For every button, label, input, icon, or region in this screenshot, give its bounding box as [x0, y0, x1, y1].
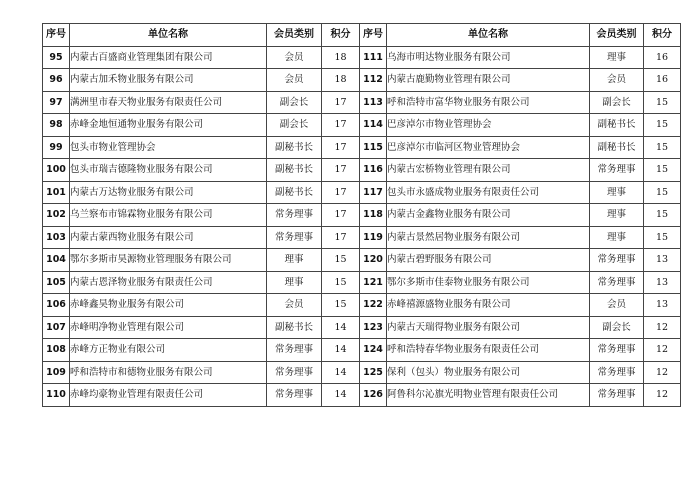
header-seq: 序号 — [43, 24, 70, 47]
score-cell: 16 — [644, 46, 681, 69]
score-cell: 15 — [322, 294, 360, 317]
member-type-cell: 理事 — [267, 249, 322, 272]
member-type-cell: 会员 — [590, 294, 644, 317]
seq-cell: 112 — [360, 69, 387, 92]
score-cell: 17 — [322, 181, 360, 204]
table-row — [43, 114, 681, 137]
table-row — [43, 46, 681, 69]
member-type-cell: 副秘书长 — [267, 181, 322, 204]
table-row — [43, 294, 681, 317]
unit-name-cell: 巴彦淖尔市物业管理协会 — [387, 114, 590, 137]
header-score: 积分 — [644, 24, 681, 47]
unit-name-cell: 呼和浩特市富华物业服务有限公司 — [387, 91, 590, 114]
member-type-cell: 常务理事 — [590, 339, 644, 362]
score-cell: 17 — [322, 91, 360, 114]
score-cell: 15 — [644, 159, 681, 182]
member-type-cell: 副秘书长 — [267, 316, 322, 339]
member-type-cell: 副会长 — [590, 316, 644, 339]
unit-name-cell: 内蒙古天瑞得物业服务有限公司 — [387, 316, 590, 339]
table-row — [43, 159, 681, 182]
table-row — [43, 181, 681, 204]
seq-cell: 100 — [43, 159, 70, 182]
member-type-cell: 常务理事 — [590, 249, 644, 272]
score-cell: 17 — [322, 159, 360, 182]
seq-cell: 109 — [43, 361, 70, 384]
seq-cell: 117 — [360, 181, 387, 204]
member-type-cell: 常务理事 — [267, 384, 322, 407]
seq-cell: 95 — [43, 46, 70, 69]
score-cell: 17 — [322, 204, 360, 227]
unit-name-cell: 内蒙古百盛商业管理集团有限公司 — [70, 46, 267, 69]
score-cell: 12 — [644, 361, 681, 384]
unit-name-cell: 包头市永盛成物业服务有限责任公司 — [387, 181, 590, 204]
unit-name-cell: 鄂尔多斯市佳泰物业服务有限公司 — [387, 271, 590, 294]
member-type-cell: 会员 — [267, 46, 322, 69]
member-type-cell: 常务理事 — [590, 271, 644, 294]
seq-cell: 113 — [360, 91, 387, 114]
seq-cell: 119 — [360, 226, 387, 249]
member-type-cell: 副秘书长 — [267, 136, 322, 159]
score-cell: 17 — [322, 136, 360, 159]
seq-cell: 105 — [43, 271, 70, 294]
table-row — [43, 384, 681, 407]
member-type-cell: 副秘书长 — [590, 136, 644, 159]
unit-name-cell: 内蒙古蒙西物业服务有限公司 — [70, 226, 267, 249]
score-cell: 13 — [644, 294, 681, 317]
score-cell: 15 — [322, 271, 360, 294]
seq-cell: 122 — [360, 294, 387, 317]
seq-cell: 123 — [360, 316, 387, 339]
unit-name-cell: 赤峰方正物业有限公司 — [70, 339, 267, 362]
unit-name-cell: 内蒙古碧野服务有限公司 — [387, 249, 590, 272]
header-seq: 序号 — [360, 24, 387, 47]
member-type-cell: 理事 — [590, 181, 644, 204]
seq-cell: 97 — [43, 91, 70, 114]
unit-name-cell: 乌海市明达物业服务有限公司 — [387, 46, 590, 69]
score-cell: 13 — [644, 271, 681, 294]
table-row — [43, 339, 681, 362]
header-unit-name: 单位名称 — [387, 24, 590, 47]
unit-name-cell: 呼和浩特市和德物业服务有限公司 — [70, 361, 267, 384]
score-cell: 15 — [644, 136, 681, 159]
table-row — [43, 204, 681, 227]
score-cell: 18 — [322, 69, 360, 92]
member-type-cell: 理事 — [267, 271, 322, 294]
seq-cell: 110 — [43, 384, 70, 407]
score-cell: 13 — [644, 249, 681, 272]
unit-name-cell: 赤峰禧源盛物业服务有限公司 — [387, 294, 590, 317]
unit-name-cell: 内蒙古景然居物业服务有限公司 — [387, 226, 590, 249]
seq-cell: 106 — [43, 294, 70, 317]
table-row — [43, 69, 681, 92]
score-cell: 15 — [322, 249, 360, 272]
seq-cell: 108 — [43, 339, 70, 362]
member-type-cell: 会员 — [267, 294, 322, 317]
unit-name-cell: 赤峰均豪物业管理有限责任公司 — [70, 384, 267, 407]
header-member-type: 会员类别 — [590, 24, 644, 47]
seq-cell: 125 — [360, 361, 387, 384]
member-type-cell: 常务理事 — [590, 361, 644, 384]
seq-cell: 99 — [43, 136, 70, 159]
member-type-cell: 副秘书长 — [590, 114, 644, 137]
unit-name-cell: 内蒙古万达物业服务有限公司 — [70, 181, 267, 204]
seq-cell: 102 — [43, 204, 70, 227]
table-row — [43, 249, 681, 272]
member-type-cell: 常务理事 — [590, 384, 644, 407]
member-type-cell: 常务理事 — [590, 159, 644, 182]
score-cell: 12 — [644, 339, 681, 362]
member-type-cell: 会员 — [590, 69, 644, 92]
member-type-cell: 理事 — [590, 226, 644, 249]
member-type-cell: 副秘书长 — [267, 159, 322, 182]
seq-cell: 107 — [43, 316, 70, 339]
unit-name-cell: 内蒙古宏桥物业管理有限公司 — [387, 159, 590, 182]
seq-cell: 98 — [43, 114, 70, 137]
unit-name-cell: 内蒙古鹿勤物业管理有限公司 — [387, 69, 590, 92]
unit-name-cell: 巴彦淖尔市临河区物业管理协会 — [387, 136, 590, 159]
member-type-cell: 常务理事 — [267, 361, 322, 384]
unit-name-cell: 呼和浩特春华物业服务有限责任公司 — [387, 339, 590, 362]
unit-name-cell: 满洲里市春天物业服务有限责任公司 — [70, 91, 267, 114]
unit-name-cell: 保利（包头）物业服务有限公司 — [387, 361, 590, 384]
unit-name-cell: 包头市瑞吉德隆物业服务有限公司 — [70, 159, 267, 182]
unit-name-cell: 鄂尔多斯市昊源物业管理服务有限公司 — [70, 249, 267, 272]
member-type-cell: 理事 — [590, 46, 644, 69]
score-cell: 14 — [322, 316, 360, 339]
seq-cell: 101 — [43, 181, 70, 204]
seq-cell: 111 — [360, 46, 387, 69]
table-row — [43, 91, 681, 114]
unit-name-cell: 阿鲁科尔沁旗光明物业管理有限责任公司 — [387, 384, 590, 407]
member-type-cell: 副会长 — [267, 114, 322, 137]
unit-name-cell: 内蒙古加禾物业服务有限公司 — [70, 69, 267, 92]
seq-cell: 124 — [360, 339, 387, 362]
member-type-cell: 常务理事 — [267, 339, 322, 362]
unit-name-cell: 赤峰金地恒通物业服务有限公司 — [70, 114, 267, 137]
seq-cell: 120 — [360, 249, 387, 272]
table-row — [43, 316, 681, 339]
score-cell: 14 — [322, 384, 360, 407]
unit-name-cell: 赤峰明净物业管理有限公司 — [70, 316, 267, 339]
seq-cell: 104 — [43, 249, 70, 272]
score-cell: 14 — [322, 339, 360, 362]
header-score: 积分 — [322, 24, 360, 47]
table-row — [43, 361, 681, 384]
score-cell: 12 — [644, 316, 681, 339]
seq-cell: 115 — [360, 136, 387, 159]
seq-cell: 114 — [360, 114, 387, 137]
score-cell: 12 — [644, 384, 681, 407]
score-cell: 15 — [644, 181, 681, 204]
score-cell: 15 — [644, 91, 681, 114]
score-cell: 18 — [322, 46, 360, 69]
seq-cell: 116 — [360, 159, 387, 182]
table-header-row — [43, 24, 681, 47]
table-row — [43, 226, 681, 249]
score-cell: 15 — [644, 114, 681, 137]
unit-name-cell: 内蒙古恩泽物业服务有限责任公司 — [70, 271, 267, 294]
score-cell: 14 — [322, 361, 360, 384]
member-score-table — [42, 23, 681, 407]
member-type-cell: 常务理事 — [267, 226, 322, 249]
seq-cell: 103 — [43, 226, 70, 249]
unit-name-cell: 包头市物业管理协会 — [70, 136, 267, 159]
header-unit-name: 单位名称 — [70, 24, 267, 47]
score-cell: 17 — [322, 226, 360, 249]
score-cell: 16 — [644, 69, 681, 92]
score-cell: 15 — [644, 204, 681, 227]
table-row — [43, 271, 681, 294]
member-type-cell: 副会长 — [267, 91, 322, 114]
score-cell: 17 — [322, 114, 360, 137]
score-cell: 15 — [644, 226, 681, 249]
member-type-cell: 常务理事 — [267, 204, 322, 227]
table-row — [43, 136, 681, 159]
seq-cell: 118 — [360, 204, 387, 227]
member-type-cell: 副会长 — [590, 91, 644, 114]
seq-cell: 126 — [360, 384, 387, 407]
unit-name-cell: 内蒙古金鑫物业服务有限公司 — [387, 204, 590, 227]
seq-cell: 96 — [43, 69, 70, 92]
header-member-type: 会员类别 — [267, 24, 322, 47]
unit-name-cell: 乌兰察布市锦霖物业服务有限公司 — [70, 204, 267, 227]
unit-name-cell: 赤峰鑫昊物业服务有限公司 — [70, 294, 267, 317]
member-type-cell: 理事 — [590, 204, 644, 227]
seq-cell: 121 — [360, 271, 387, 294]
member-type-cell: 会员 — [267, 69, 322, 92]
